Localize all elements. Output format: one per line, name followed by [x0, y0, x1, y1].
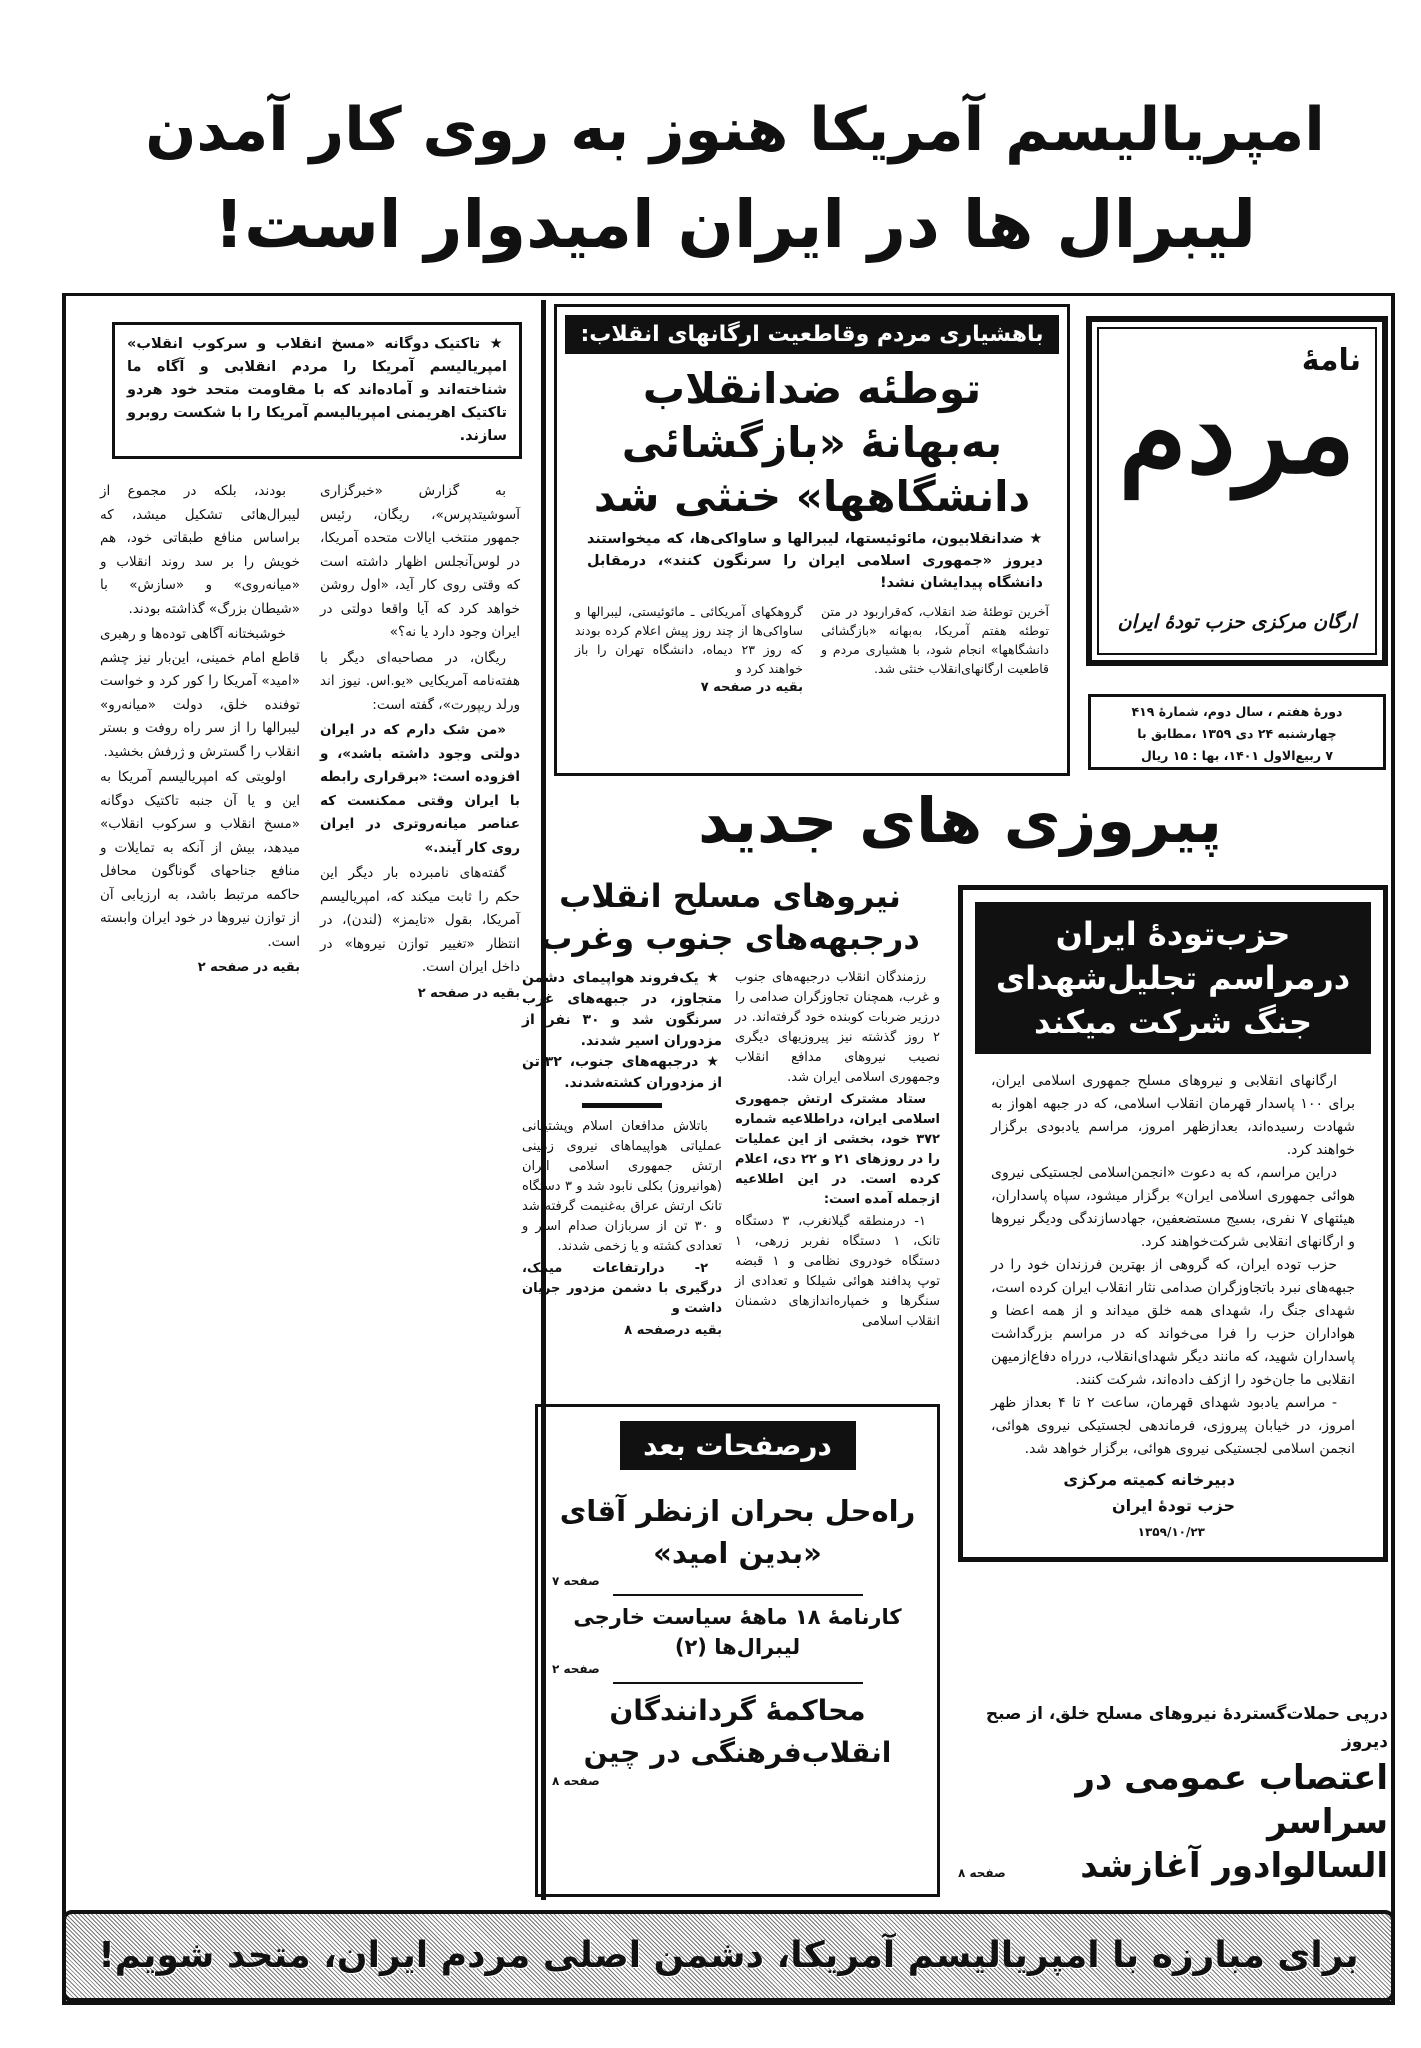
- star-icon: ★: [480, 336, 507, 352]
- next-pages-header: درصفحات بعد: [620, 1421, 856, 1470]
- main-headline-line-2: لیبرال ها در ایران امیدوار است!: [213, 186, 1256, 263]
- title-line: درمراسم تجلیل‌شهدای: [995, 959, 1351, 997]
- victory-headline: پیروزی های جدید: [697, 784, 1223, 857]
- paragraph: بودند، بلکه در مجموع از لیبرال‌هائی تشکیل میشد، که براساس منافع طبقاتی خود، هم خویش را بر سد روند انقلاب و «میانه‌روی» و «سازش» با «شیطان بزرگ» گذاشته بودند.: [100, 483, 300, 617]
- page-ref: صفحه ۲: [552, 1662, 600, 1676]
- bullet-text: درجبهه‌های جنوب، ۳۲ تن از مزدوران کشته‌شدند.: [522, 1054, 722, 1091]
- title-line: به‌بهانهٔ «بازگشائی: [621, 418, 1003, 467]
- story-column-left: [575, 602, 803, 697]
- paragraph: ریگان، در مصاحبه‌ای دیگر با هفته‌نامه آمریکایی «یو.اس. نیوز اند ورلد ریپورت»، گفته است:: [320, 649, 520, 713]
- item-title: کارنامهٔ ۱۸ ماههٔ سیاست خارجی: [573, 1605, 902, 1629]
- story-kicker: درپی حملات‌گستردهٔ نیروهای مسلح خلق، از صبح دیروز: [985, 1704, 1388, 1752]
- title-line: السالوادور آغازشد: [1080, 1846, 1388, 1886]
- title-line: حزب‌تودهٔ ایران: [1055, 915, 1291, 953]
- story-title: [975, 902, 1371, 1054]
- item-title: لیبرال‌ها (۲): [674, 1635, 801, 1659]
- item-title: راه‌حل بحران ازنظر آقای: [559, 1494, 916, 1528]
- signature-line: دبیرخانه کمیته مرکزی: [1063, 1470, 1235, 1489]
- paragraph: ارگانهای انقلابی و نیروهای مسلح جمهوری اسلامی ایران، برای ۱۰۰ پاسدار قهرمان انقلاب اسلامی، که در جبهه اهواز به شهادت رسیده‌اند، بعدازظهر امروز، مراسم یادبودی برگزار خواهند کرد.: [991, 1073, 1356, 1158]
- victory-subheadline-2: درجبهه‌های جنوب وغرب: [540, 919, 920, 957]
- signature-date: ۱۳۵۹/۱۰/۲۳: [1137, 1525, 1205, 1539]
- bullet-item: ★ یک‌فروند هواپیمای دشمن متجاوز، در جبهه‌های غرب سرنگون شد و ۳۰ نفر از مزدوران اسیر شدند.: [522, 970, 722, 1049]
- tudeh-story: [958, 885, 1388, 1562]
- title-line: جنگ شرکت میکند: [1033, 1003, 1313, 1041]
- continued-note: بقیه در صفحه ۲: [417, 985, 520, 1001]
- divider: [582, 1103, 662, 1108]
- page-ref: صفحه ۷: [552, 1574, 600, 1588]
- paragraph: دراین مراسم، که به دعوت «انجمن‌اسلامی لجستیکی نیروی هوائی جمهوری اسلامی ایران» برگزار میشود، سپاه پاسداران، هیئتهای ۷ نفری، بسیج مستضعفین، جهادسازندگی ودیگر نیروها و ارگانهای انقلابی شرکت‌خواهند کرد.: [991, 1165, 1356, 1250]
- item-title: انقلاب‌فرهنگی در چین: [583, 1736, 892, 1769]
- signature-line: حزب تودهٔ ایران: [1112, 1496, 1235, 1515]
- star-icon: ★: [1023, 531, 1043, 547]
- issue-info: [1088, 694, 1386, 770]
- divider: [613, 1594, 863, 1596]
- next-page-item[interactable]: [538, 1690, 937, 1774]
- left-column-1: [320, 480, 520, 1005]
- paragraph: خوشبختانه آگاهی توده‌ها و رهبری قاطع امام خمینی، این‌بار نیز چشم «امید» آمریکا را کور کرد و خواست توفنده خلق، دولت «میانه‌رو» لیبرالها را از سر راه روفت و بستر انقلاب را گسترش و ژرفش بخشید.: [100, 626, 300, 760]
- item-title: محاکمهٔ گردانندگان: [609, 1694, 866, 1727]
- continued-note: بقیه درصفحه ۸: [624, 1323, 722, 1338]
- main-headline-line-1: امپریالیسم آمریکا هنوز به روی کار آمدن: [145, 95, 1325, 165]
- paragraph: ستاد مشترک ارتش جمهوری اسلامی ایران، دراطلاعیه شماره ۳۷۲ خود، بخشی از این عملیات را در روزهای ۲۱ و ۲۲ دی، اعلام کرده است. در این اطلاعیه ازجمله آمده است:: [735, 1092, 941, 1207]
- left-summary-box: [112, 322, 522, 459]
- university-story: [554, 304, 1070, 776]
- left-summary-text: تاکتیک دوگانه «مسخ انقلاب و سرکوب انقلاب» امپریالیسم آمریکا را مردم انقلابی و آگاه ما شناخته‌اند و آماده‌اند که با مقاومت متحد خود هردو تاکتیک اهریمنی امپریالیسم آمریکا را با شکست روبرو سازند.: [127, 336, 507, 444]
- logo-name: مردم: [1118, 369, 1356, 498]
- column-text: گروهکهای آمریکائی ـ مائوئیستی، لیبرالها و ساواکی‌ها از چند روز پیش اعلام کرده بودند که روز ۲۳ دیماه، دانشگاه تهران را باز خواهند کرد و: [575, 604, 803, 676]
- lead-text: ضدانقلابیون، مائوئیستها، لیبرالها و ساواکی‌ها، که میخواستند دیروز «جمهوری اسلامی ایران را سرنگون کنند»، درمقابل دانشگاه پیدایشان نشد!: [587, 531, 1043, 591]
- next-page-item[interactable]: [538, 1490, 937, 1574]
- title-line: دانشگاهها» خنثی شد: [593, 472, 1031, 521]
- paragraph: حزب توده ایران، که گروهی از بهترین فرزندان خود را در جبهه‌های نبرد باتجاوزگران صدامی نثار انقلاب ایران کرده است، شهدای جنگ را، شهدای همه خلق میداند و از همه اعضا و هواداران حزب را فرا می‌خواند که در مراسم بزرگداشت پاسداران شهید، که مانند دیگر شهدای‌انقلاب، درراه دفاع‌ازمیهن انقلابی ما جان‌خود را ازکف داده‌اند، شرکت کنند.: [991, 1257, 1355, 1388]
- item-title: «بدین امید»: [653, 1536, 822, 1570]
- continued-note: بقیه در صفحه ۷: [700, 680, 803, 695]
- paragraph: «من شک دارم که در ایران دولتی وجود داشته باشد»، و افزوده است: «برقراری رابطه با ایران وقتی ممکنست که عناصر میانه‌روتری در ایران روی کار آیند.»: [320, 722, 520, 856]
- next-pages-box: [535, 1404, 940, 1897]
- victory-column-left: [522, 968, 722, 1341]
- logo-subtitle: ارگان مرکزی حزب تودهٔ ایران: [1117, 611, 1357, 633]
- left-column-2: [100, 480, 300, 980]
- paragraph: به گزارش «خبرگزاری آسوشیتدپرس»، ریگان، رئیس جمهور منتخب ایالات متحده آمریکا، در لوس‌آنجلس اظهار داشته است که وقتی روی کار آید، «اول روشن خواهد کرد که آیا واقعا دولتی در ایران وجود دارد یا نه؟»: [320, 483, 520, 640]
- paragraph: رزمندگان انقلاب درجبهه‌های جنوب و غرب، همچنان تجاوزگران صدامی را درزیر ضربات کوبنده خود گرفته‌اند. در ۲ روز گذشته نیز پیروزیهای دیگری نصیب نیروهای مدافع انقلاب وجمهوری اسلامی ایران شد.: [735, 970, 940, 1085]
- bullet-text: یک‌فروند هواپیمای دشمن متجاوز، در جبهه‌های غرب سرنگون شد و ۳۰ نفر از مزدوران اسیر شدند.: [522, 970, 722, 1049]
- slogan-text: برای مبارزه با امپریالیسم آمریکا، دشمن اصلی مردم ایران، متحد شویم!: [98, 1935, 1359, 1976]
- signature: [991, 1467, 1355, 1545]
- salvador-strike-story: [958, 1700, 1388, 1895]
- page-ref: صفحه ۸: [552, 1774, 600, 1788]
- title-line: اعتصاب عمومی در سراسر: [1075, 1758, 1388, 1842]
- story-title: [557, 362, 1067, 524]
- page-ref: صفحه ۸: [958, 1866, 1006, 1880]
- victory-subheadline-1: نیروهای مسلح انقلاب: [559, 877, 901, 915]
- slogan-banner: [62, 1910, 1395, 2002]
- paragraph: اولویتی که امپریالیسم آمریکا به این و یا آن جنبه تاکتیک دوگانه «مسخ انقلاب و سرکوب انقلاب» میدهد، بیش از آنکه به تمایلات و منافع جناحهای گوناگون محافل حاکمه مرتبط باشد، به ارزیابی آن از توازن نیروها در خود ایران وابسته است.: [100, 769, 300, 950]
- title-line: توطئه ضدانقلاب: [642, 364, 982, 413]
- paragraph: ۱- درمنطقه گیلانغرب، ۳ دستگاه تانک، ۱ دستگاه نفربر زرهی، ۱ دستگاه خودروی نظامی و ۱ قبضه توپ پدافند هوائی شیلکا و تعدادی از سنگرها و خمپاره‌اندازهای دشمنان انقلاب اسلامی: [735, 1214, 941, 1329]
- logo-prefix: نامهٔ: [1301, 343, 1361, 378]
- paragraph: باتلاش مدافعان اسلام وپشتیبانی عملیاتی هواپیماهای نیروی زمینی ارتش جمهوری اسلامی ایران (هوانیروز) بکلی نابود شد و ۳ دستگاه تانک ارتش عراق به‌غنیمت گرفته شد و ۳۰ تن از سربازان صدام اسیر و تعدادی کشته و یا زخمی شدند.: [522, 1119, 722, 1254]
- continued-note: بقیه در صفحه ۲: [197, 960, 300, 975]
- paragraph: - مراسم یادبود شهدای قهرمان، ساعت ۲ تا ۴ بعداز ظهر امروز، در خیابان پیروزی، فرماندهی لجستیکی نیروی هوائی، انجمن اسلامی لجستیکی نیروی هوائی، برگزار خواهد شد.: [991, 1395, 1355, 1457]
- paragraph: گفته‌های نامبرده بار دیگر این حکم را ثابت میکند که، امپریالیسم آمریکا، بقول «تایمز» (لندن)، در انتظار «تغییر توازن نیروها» در داخل ایران است.: [320, 865, 520, 975]
- victory-column-right: [735, 968, 940, 1334]
- paragraph: ۲- درارتفاعات میمک، درگیری با دشمن مزدور جریان داشت و: [522, 1261, 722, 1316]
- story-column-right: آخرین توطئهٔ ضد انقلاب، که‌قراربود در متن توطئه هفتم آمریکا، به‌بهانه «بازگشائی دانشگاهها» انجام شود، با هشیاری مردم و قاطعیت ارگانهای‌انقلاب خنثی شد.: [821, 604, 1049, 676]
- story-lead: [557, 524, 1067, 594]
- story-title: [958, 1756, 1388, 1895]
- divider: [613, 1682, 863, 1684]
- masthead-logo: [1086, 316, 1388, 666]
- issue-line: ۷ ربیع‌الاول ۱۴۰۱، بها : ۱۵ ریال: [1140, 748, 1334, 763]
- issue-line: چهارشنبه ۲۴ دی ۱۳۵۹ ،مطابق با: [1137, 726, 1337, 741]
- issue-line: دورهٔ هفتم ، سال دوم، شمارهٔ ۴۱۹: [1131, 704, 1343, 719]
- bullet-item: ★ درجبهه‌های جنوب، ۳۲ تن از مزدوران کشته‌شدند.: [522, 1054, 722, 1091]
- story-kicker: باهشیاری مردم وقاطعیت ارگانهای انقلاب:: [565, 315, 1059, 354]
- next-page-item[interactable]: [538, 1602, 937, 1662]
